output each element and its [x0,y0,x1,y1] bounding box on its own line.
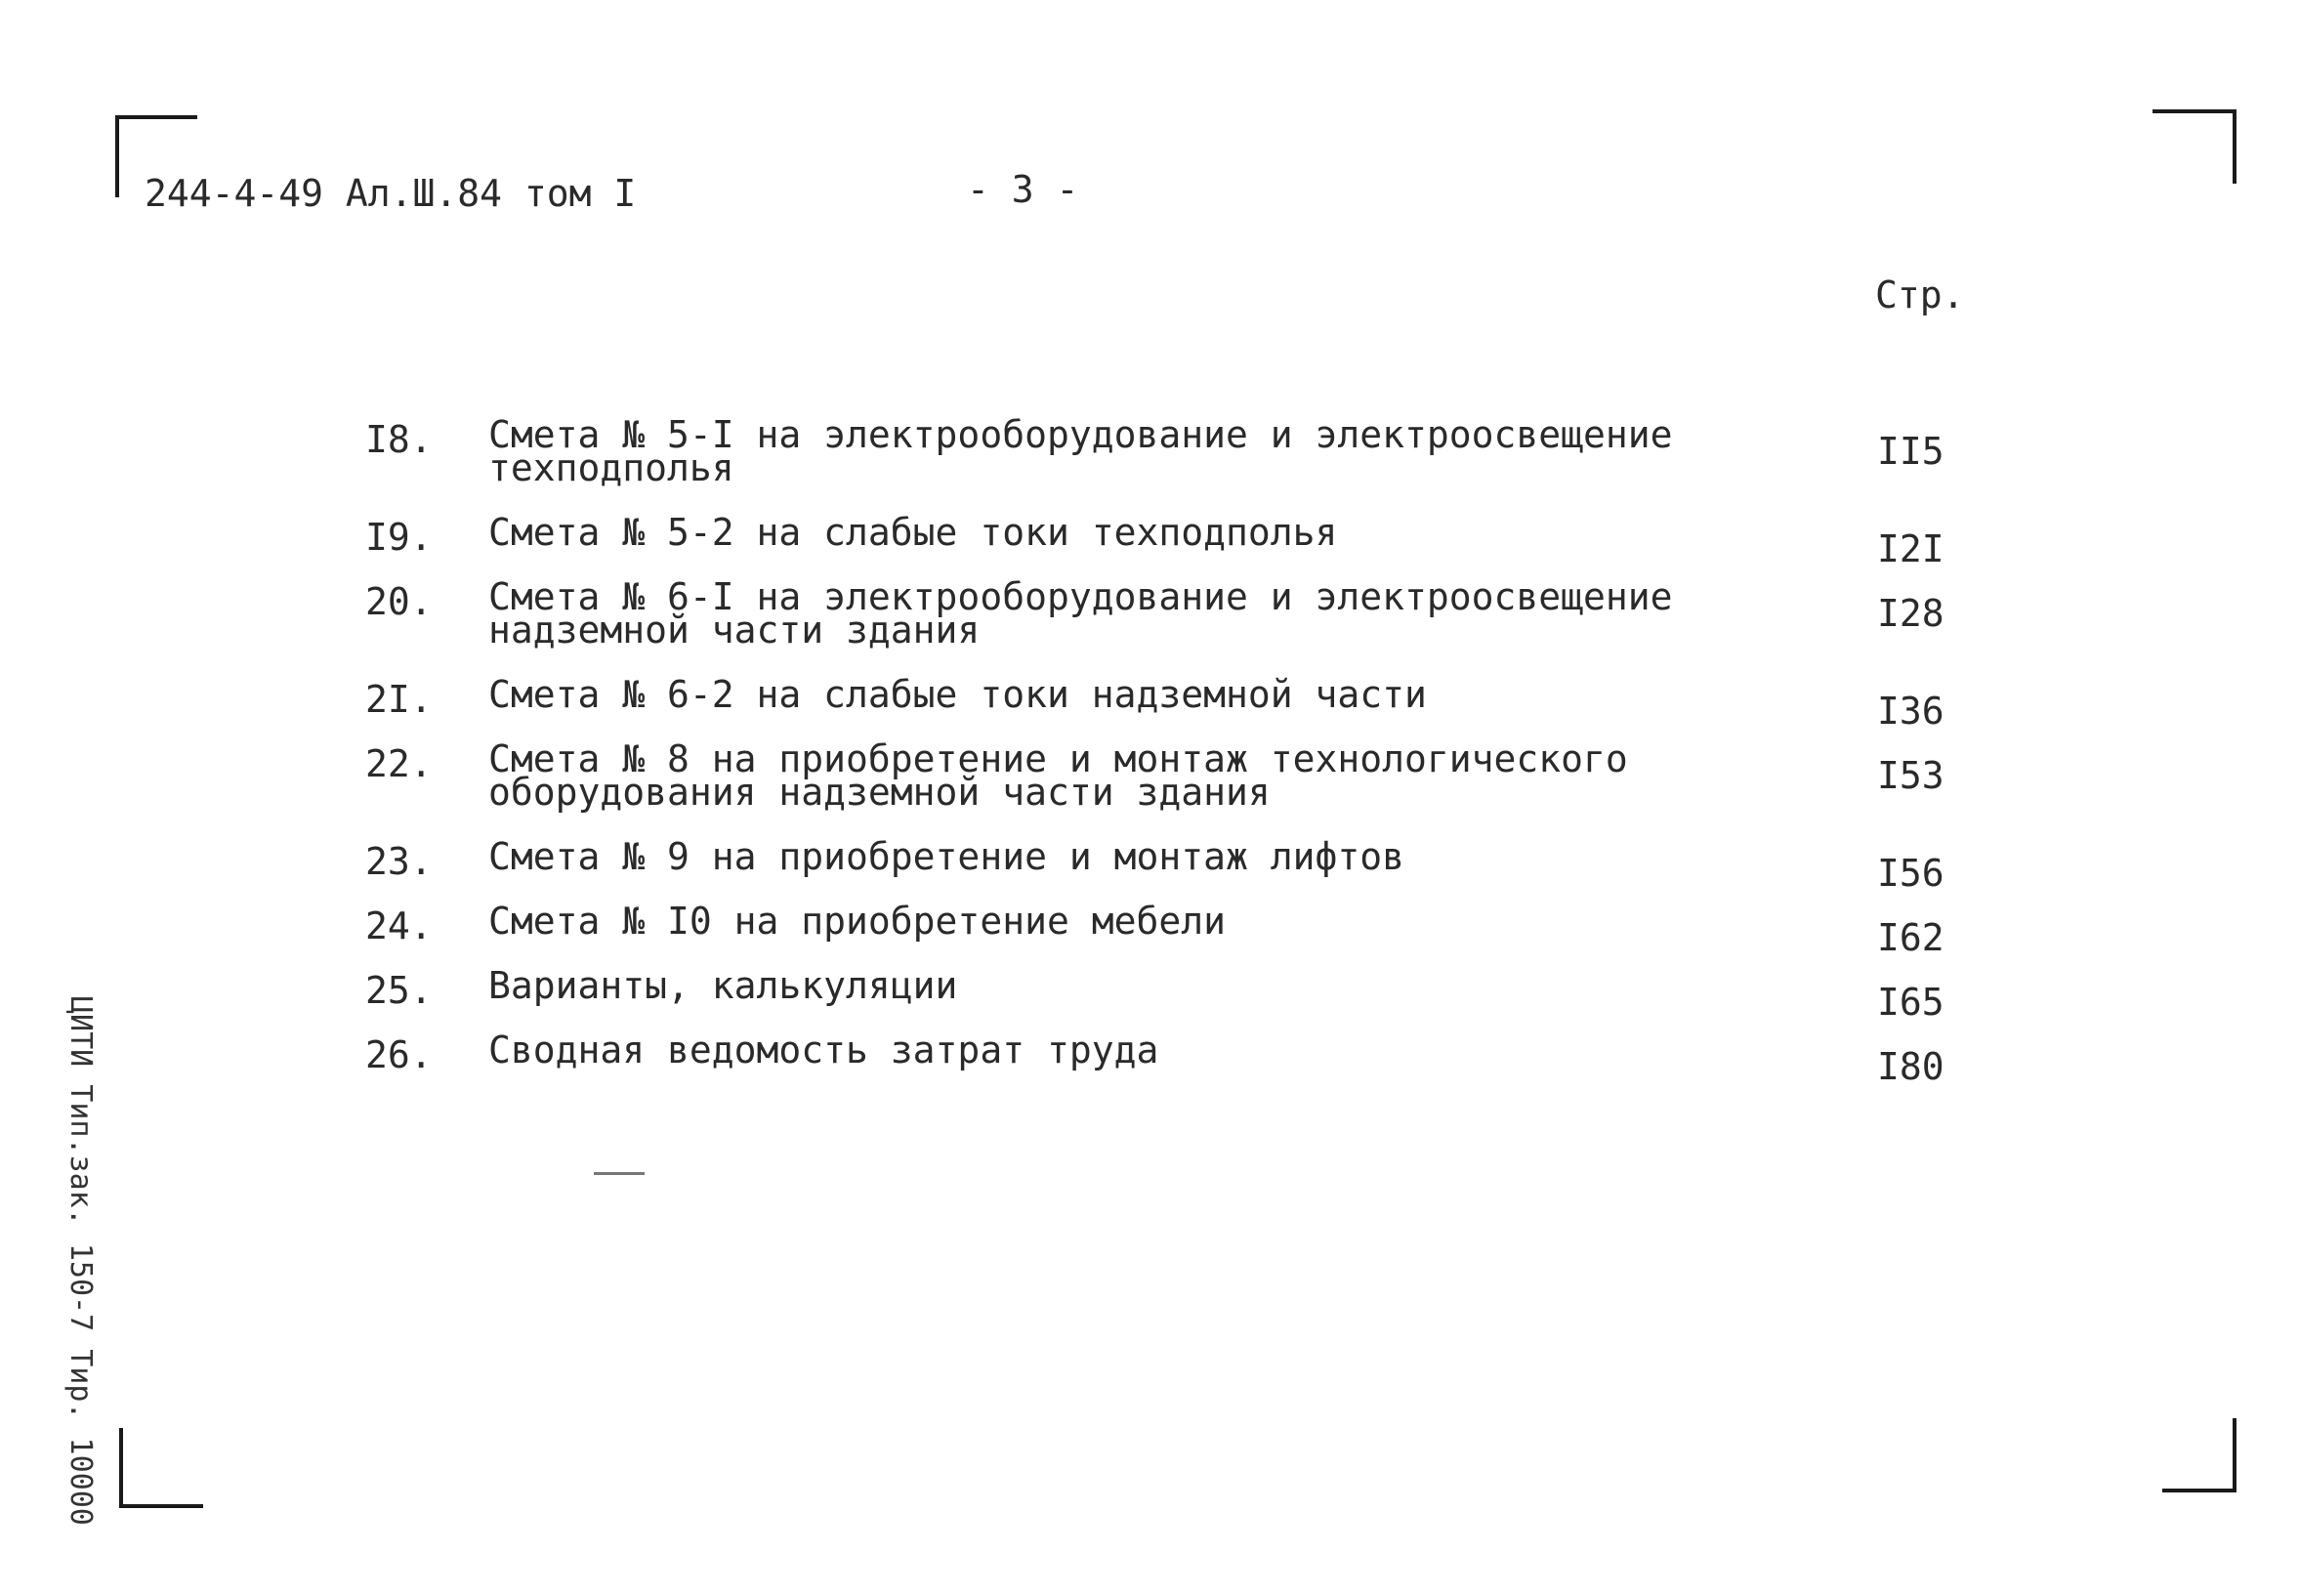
toc-entry-number: 23. [365,840,433,883]
toc-entry-title: Смета № I0 на приобретение мебели [488,900,1226,943]
toc-entry-number: 22. [365,742,433,785]
toc-entry-number: 20. [365,580,433,623]
toc-entry-page: I80 [1877,1045,1944,1088]
toc-entry-page: I28 [1877,592,1944,635]
toc-entry-page: I2I [1877,527,1944,570]
toc-entry-title: Смета № 6-I на электрооборудование и электроосвещение надземной части здания [488,575,1673,651]
toc-entry-title: Смета № 9 на приобретение и монтаж лифтов [488,835,1404,878]
page-column-heading: Стр. [1875,273,1965,316]
toc-entry-page: I65 [1877,981,1944,1024]
toc-entry-page: I53 [1877,754,1944,797]
toc-entry-number: 24. [365,904,433,947]
toc-entry-number: 2I. [365,678,433,721]
printer-imprint: ЦИТИ Тип.зак. 150-7 Тир. 10000 [63,996,98,1526]
toc-entry-page: II5 [1877,430,1944,473]
toc-entry-number: 25. [365,969,433,1012]
toc-entry-title: Смета № 5-2 на слабые токи техподполья [488,511,1338,554]
toc-entry-title: Смета № 5-I на электрооборудование и электроосвещение техподполья [488,413,1673,489]
toc-entry-number: I8. [365,418,433,461]
toc-entry-title: Смета № 8 на приобретение и монтаж технологического оборудования надземной части здания [488,737,1628,814]
toc-entry-title: Варианты, калькуляции [488,964,958,1007]
toc-entry-page: I36 [1877,690,1944,733]
toc-entry-title: Сводная ведомость затрат труда [488,1029,1159,1071]
toc-entry-title: Смета № 6-2 на слабые токи надземной части [488,673,1427,716]
corner-mark-top-right [2153,109,2236,184]
page-number: - 3 - [967,168,1079,211]
corner-mark-bottom-left [119,1428,203,1508]
stray-pen-mark [594,1172,645,1175]
toc-entry-page: I62 [1877,916,1944,959]
corner-mark-bottom-right [2162,1418,2236,1492]
document-code: 244-4-49 Ал.Ш.84 том I [145,172,637,215]
toc-entry-number: I9. [365,516,433,559]
toc-entry-page: I56 [1877,852,1944,895]
toc-entry-number: 26. [365,1033,433,1076]
